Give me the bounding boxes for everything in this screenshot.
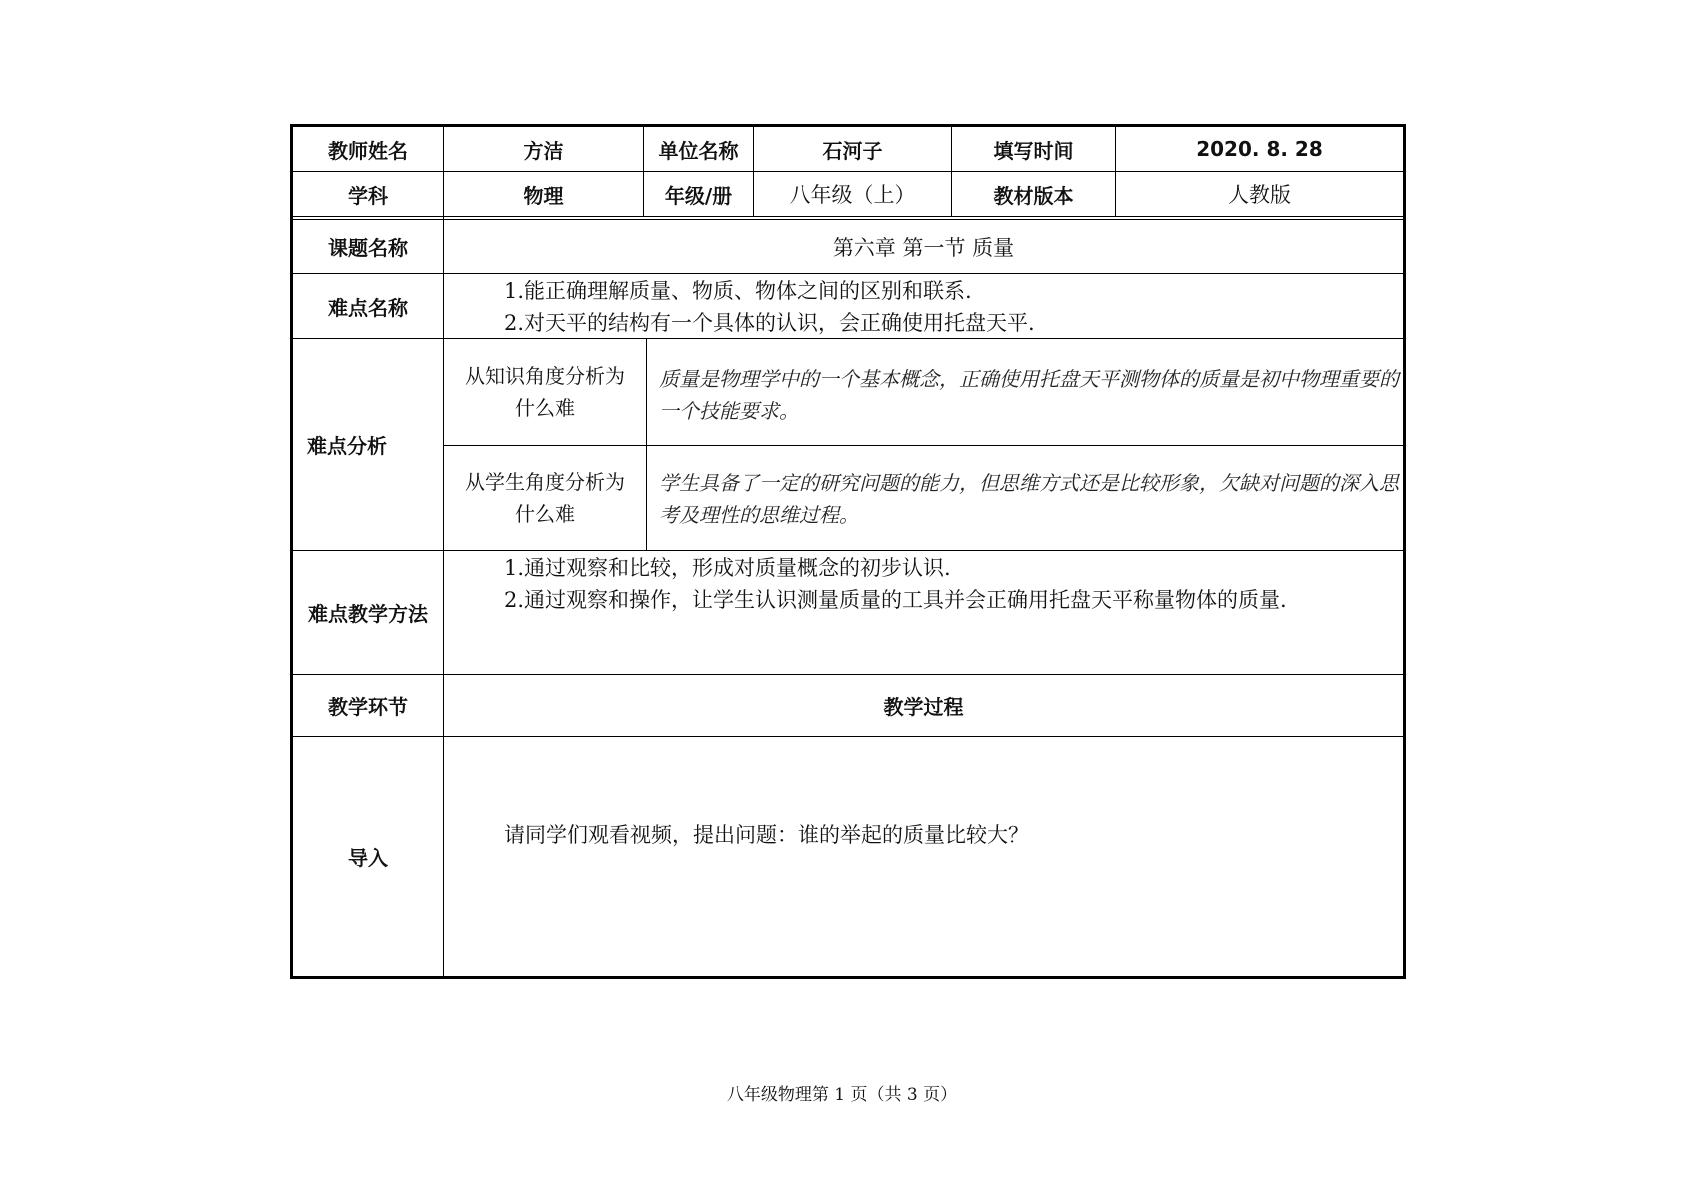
subject-label: 学科 [348,183,388,208]
knowledge-angle-text: 质量是物理学中的一个基本概念，正确使用托盘天平测物体的质量是初中物理重要的一个技能要求。 [659,367,1399,423]
grade-label: 年级/册 [664,183,733,208]
textbook-edition-label: 教材版本 [993,183,1074,208]
knowledge-angle-label-line-1: 从知识角度分析为 [465,364,625,388]
teaching-stage-label: 教学环节 [328,695,408,719]
grade-value: 八年级（上） [789,183,916,207]
analysis-label: 难点分析 [307,434,387,458]
student-angle-text: 学生具备了一定的研究问题的能力，但思维方式还是比较形象，欠缺对问题的深入思考及理性的思维过程。 [659,471,1399,527]
student-angle-label-line-1: 从学生角度分析为 [465,470,625,494]
student-angle-label-line-2: 什么难 [515,502,575,526]
knowledge-angle-label-line-2: 什么难 [515,396,575,420]
page-footer: 八年级物理第 1 页（共 3 页） [726,1085,958,1105]
topic-value: 第六章 第一节 质量 [832,235,1015,260]
fill-date-label: 填写时间 [993,138,1074,163]
intro-label: 导入 [348,846,388,870]
row-divider [293,273,1403,274]
unit-name-value: 石河子 [822,138,883,163]
lesson-plan-table [290,124,1406,979]
fill-date-value: 2020. 8. 28 [1196,137,1323,161]
teaching-process-label: 教学过程 [883,695,964,719]
teacher-name-label: 教师姓名 [328,138,408,163]
student-angle-label [444,446,646,550]
teaching-method-line-1: 1.通过观察和比较，形成对质量概念的初步认识. [504,556,951,580]
teacher-name-value: 方洁 [523,138,564,163]
topic-label: 课题名称 [328,236,408,260]
row-divider [293,550,1403,551]
textbook-edition-value: 人教版 [1228,183,1291,207]
unit-name-label: 单位名称 [658,138,739,163]
difficulty-line-2: 2.对天平的结构有一个具体的认识，会正确使用托盘天平. [504,311,1035,335]
teaching-method-label: 难点教学方法 [308,602,428,626]
knowledge-angle-label [444,339,646,445]
column-divider [646,338,647,550]
difficulty-line-1: 1.能正确理解质量、物质、物体之间的区别和联系. [504,279,972,303]
intro-text: 请同学们观看视频，提出问题：谁的举起的质量比较大？ [504,823,1029,847]
teaching-method-line-2: 2.通过观察和操作，让学生认识测量质量的工具并会正确用托盘天平称量物体的质量. [504,588,1287,612]
difficulty-label: 难点名称 [328,295,408,320]
row-divider [293,736,1403,737]
subject-value: 物理 [523,183,564,208]
